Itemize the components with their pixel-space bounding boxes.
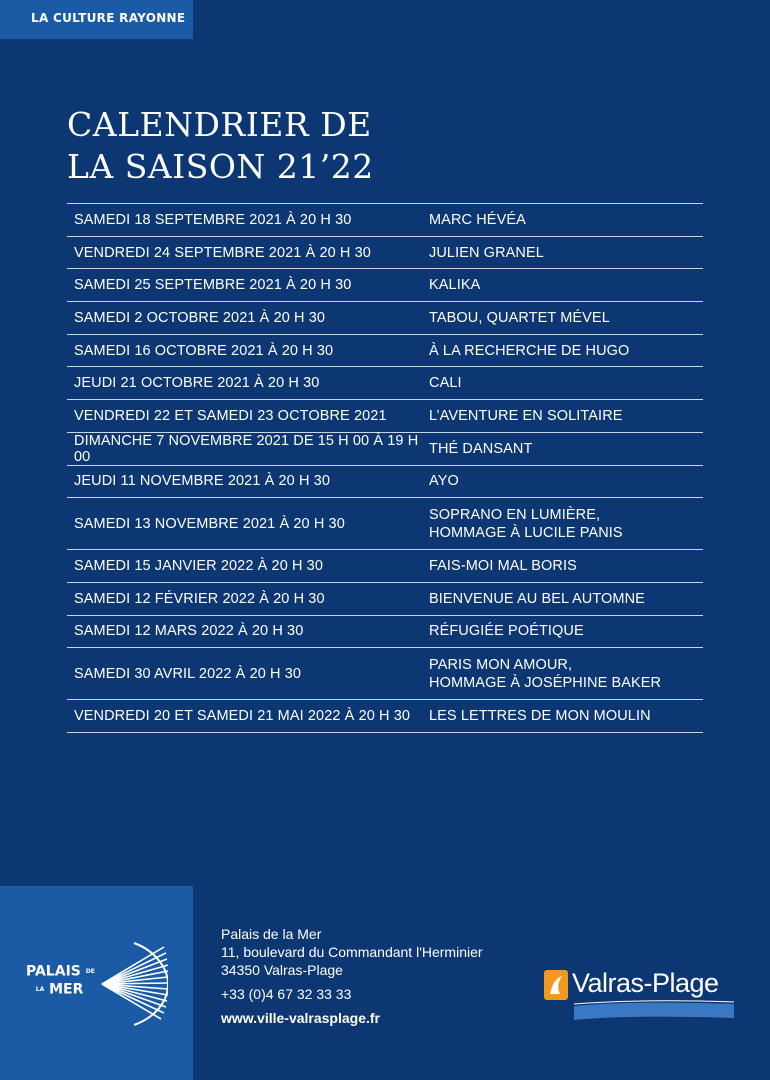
event-date: SAMEDI 13 NOVEMBRE 2021 À 20 H 30 [74, 515, 345, 532]
event-title [429, 309, 703, 327]
venue-street: 11, boulevard du Commandant l'Herminier [221, 944, 483, 960]
event-date: SAMEDI 15 JANVIER 2022 À 20 H 30 [74, 558, 324, 575]
event-title-line: AYO [429, 473, 459, 490]
schedule-row [67, 302, 703, 335]
event-title-line: FAIS-MOI MAL BORIS [429, 558, 577, 575]
event-title [429, 276, 703, 294]
event-date: VENDREDI 22 ET SAMEDI 23 OCTOBRE 2021 [74, 407, 387, 424]
valras-plage-logo [544, 966, 740, 1022]
event-title [429, 557, 703, 575]
page-title [67, 104, 374, 188]
event-date: SAMEDI 2 OCTOBRE 2021 À 20 H 30 [74, 309, 326, 326]
schedule-row [67, 269, 703, 302]
schedule-row [67, 237, 703, 270]
event-title-line: RÉFUGIÉE POÉTIQUE [429, 623, 584, 640]
event-date: SAMEDI 30 AVRIL 2022 À 20 H 30 [74, 665, 302, 682]
schedule-row [67, 204, 703, 237]
event-date: SAMEDI 12 FÉVRIER 2022 À 20 H 30 [74, 590, 325, 607]
event-title [429, 590, 703, 608]
event-date: JEUDI 21 OCTOBRE 2021 À 20 H 30 [74, 375, 320, 392]
schedule-row [67, 367, 703, 400]
schedule-table [67, 203, 703, 733]
valras-logo-text: Valras-Plage [572, 968, 719, 998]
event-title-line: LES LETTRES DE MON MOULIN [429, 708, 651, 725]
event-title-line: HOMMAGE À JOSÉPHINE BAKER [429, 674, 662, 691]
event-title [429, 656, 703, 692]
event-title [429, 707, 703, 725]
schedule-row [67, 550, 703, 583]
schedule-row [67, 433, 703, 466]
event-date: JEUDI 11 NOVEMBRE 2021 À 20 H 30 [74, 473, 330, 490]
event-date: SAMEDI 16 OCTOBRE 2021 À 20 H 30 [74, 342, 334, 359]
title-line-1: CALENDRIER DE [67, 105, 372, 144]
event-title-line: MARC HÉVÉA [429, 211, 526, 228]
event-title [429, 342, 703, 360]
schedule-row [67, 648, 703, 700]
event-title-line: KALIKA [429, 277, 481, 294]
event-title-line: THÉ DANSANT [429, 440, 533, 457]
event-title [429, 244, 703, 262]
event-date: SAMEDI 18 SEPTEMBRE 2021 À 20 H 30 [74, 211, 352, 228]
event-title-line: BIENVENUE AU BEL AUTOMNE [429, 590, 645, 607]
palais-logo-text: PALAIS DE LA MER [26, 963, 95, 997]
shell-fan-icon [94, 941, 168, 1027]
schedule-row [67, 335, 703, 368]
section-tag: LA CULTURE RAYONNE [0, 0, 193, 39]
event-date: VENDREDI 24 SEPTEMBRE 2021 À 20 H 30 [74, 244, 371, 261]
event-title-line: SOPRANO EN LUMIÈRE, [429, 506, 601, 523]
event-date: DIMANCHE 7 NOVEMBRE 2021 DE 15 H 00 À 19 H 00 [74, 432, 419, 465]
event-title-line: CALI [429, 375, 462, 392]
schedule-row [67, 583, 703, 616]
event-title [429, 407, 703, 425]
event-title-line: TABOU, QUARTET MÉVEL [429, 309, 610, 326]
schedule-row [67, 616, 703, 649]
event-title-line: L’AVENTURE EN SOLITAIRE [429, 407, 623, 424]
event-title [429, 472, 703, 490]
schedule-row [67, 466, 703, 499]
event-title-line: À LA RECHERCHE DE HUGO [429, 342, 630, 359]
event-date: VENDREDI 20 ET SAMEDI 21 MAI 2022 À 20 H 30 [74, 708, 411, 725]
event-title-line: PARIS MON AMOUR, [429, 656, 573, 673]
event-title [429, 622, 703, 640]
event-title-line: JULIEN GRANEL [429, 244, 544, 261]
event-title [429, 440, 703, 458]
event-title [429, 374, 703, 392]
schedule-row [67, 700, 703, 733]
schedule-row [67, 498, 703, 550]
palais-de-la-mer-logo [26, 963, 171, 1033]
event-title [429, 211, 703, 229]
event-title-line: HOMMAGE À LUCILE PANIS [429, 524, 623, 541]
venue-name: Palais de la Mer [221, 926, 322, 942]
venue-city: 34350 Valras-Plage [221, 962, 343, 978]
schedule-row [67, 400, 703, 433]
event-title [429, 506, 703, 542]
venue-address [221, 925, 483, 1027]
title-line-2: LA SAISON 21’22 [67, 147, 374, 186]
venue-phone[interactable]: +33 (0)4 67 32 33 33 [221, 986, 352, 1002]
event-date: SAMEDI 12 MARS 2022 À 20 H 30 [74, 623, 304, 640]
venue-website-link[interactable]: www.ville-valrasplage.fr [221, 1010, 380, 1026]
event-date: SAMEDI 25 SEPTEMBRE 2021 À 20 H 30 [74, 277, 352, 294]
